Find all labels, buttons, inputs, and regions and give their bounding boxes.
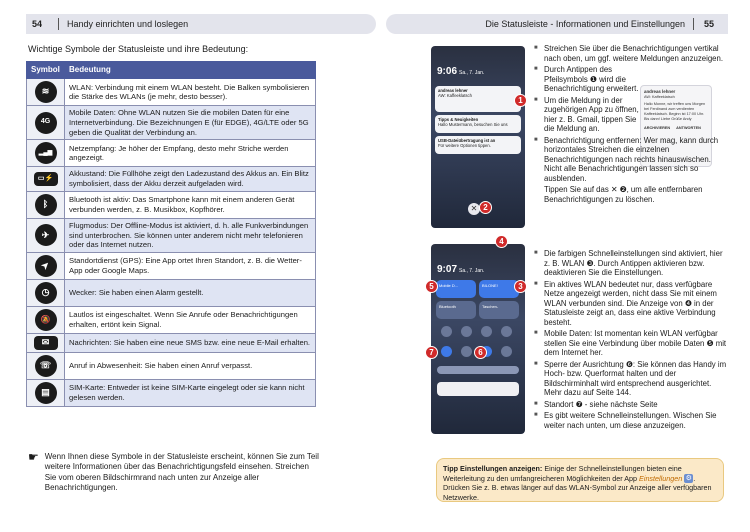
mobile-data-icon: 4G [35, 112, 57, 134]
notification-card[interactable] [435, 136, 521, 154]
list-item: ■ Um die Meldung in der zugehörigen App zu öffnen, hier z. B. Gmail, tippen Sie die Meldung an. [534, 95, 639, 133]
settings-app-link[interactable]: Einstellungen [639, 473, 683, 483]
pointing-hand-icon: ☛ [28, 450, 39, 464]
mute-icon: 🔕 [35, 309, 57, 331]
brightness-slider[interactable] [437, 366, 519, 374]
col-header-meaning: Bedeutung [65, 62, 316, 79]
row-text: Wecker: Sie haben einen Alarm gestellt. [65, 279, 316, 306]
marker-5: 5 [425, 280, 438, 293]
note-text: Wenn Ihnen diese Symbole in der Statusleiste erscheint, können Sie zum Teil weitere Informationen über das Benachrichtigungsfeld einsehen. Streichen Sie vom oberen Bildschirmrand nach unten zur Anzeige aller Benachrichtigungen. [44, 452, 319, 493]
row-text: WLAN: Verbindung mit einem WLAN besteht. Die Balken symbolisieren die Stärke des WLANs (je mehr, desto besser). [65, 79, 316, 106]
tip-box [436, 458, 724, 502]
notification-card[interactable] [435, 115, 521, 133]
table-row [27, 106, 316, 140]
table-row [27, 379, 316, 406]
chapter-title-right: Die Statusleiste - Informationen und Einstellungen [485, 19, 685, 29]
quick-toggle[interactable] [461, 346, 472, 357]
section-title: Wichtige Symbole der Statusleiste und ihre Bedeutung: [28, 44, 249, 54]
header-divider [693, 18, 694, 30]
phone-screenshot-quick-settings [431, 244, 525, 434]
tile-mobile-data[interactable]: Mobile D... [436, 280, 476, 298]
list-item: ■ Durch Antippen des Pfeilsymbols ❶ wird die Benachrichtigung erweitert. [534, 65, 639, 93]
row-text: Mobile Daten: Ohne WLAN nutzen Sie die mobilen Daten für eine Internetverbindung. Die Bezeichnungen E (für EDGE), 4G/LTE oder 5G geben die Qualität der Verbindung an. [65, 106, 316, 140]
table-row [27, 252, 316, 279]
list-item: ■ Es gibt weitere Schnelleinstellungen. Wischen Sie weiter nach unten, um diese anzuzeigen. [534, 411, 717, 430]
signal-bars-icon: ▂▄▆ [35, 142, 57, 164]
quick-toggle[interactable] [441, 326, 452, 337]
quick-toggle[interactable] [501, 326, 512, 337]
table-row [27, 279, 316, 306]
airplane-icon: ✈ [35, 224, 57, 246]
list-item: ■ Standort ❼ - siehe nächste Seite [534, 399, 658, 409]
tile-flashlight[interactable]: Taschen- [479, 301, 519, 319]
sim-card-icon: ▤ [35, 382, 57, 404]
row-text: SIM-Karte: Entweder ist keine SIM-Karte eingelegt oder sie kann nicht gelesen werden. [65, 379, 316, 406]
quick-toggle[interactable] [481, 326, 492, 337]
alarm-clock-icon: ◷ [35, 282, 57, 304]
notification-subtitle: Hallo Mustermann, besuchen Sie uns [438, 122, 508, 128]
list-item: ■ Benachrichtigung entfernen: Wer mag, kann durch horizontales Streichen die einzelnen Benachrichtigungen nach rechts hinauswischen. Nicht alle Benachrichtigungen lassen sich so ausblenden. [534, 135, 719, 183]
battery-icon: ▭⚡ [34, 172, 58, 186]
row-text: Anruf in Abwesenheit: Sie haben einen Anruf verpasst. [65, 352, 316, 379]
mail-sender: andreas lehner [644, 89, 676, 94]
header-right [386, 14, 728, 34]
close-all-icon[interactable]: ✕ [468, 203, 480, 215]
list-item: ■ Ein aktives WLAN bedeutet nur, dass verfügbare Netze angezeigt werden, nicht dass Sie mit einem WLAN verbunden sind. Die Anzeige von ❹ in der Statusleiste zeigt an, dass eine aktive Verbindung besteht. [534, 279, 717, 327]
notification-preview[interactable] [437, 382, 519, 396]
page-number-right: 55 [703, 19, 714, 29]
table-row [27, 333, 316, 352]
phone-screenshot-notifications [431, 46, 525, 228]
mail-subject: AW: Kaffeeklatsch [644, 94, 675, 99]
tile-wifi[interactable]: BILONE! [479, 280, 519, 298]
hint-note [28, 452, 320, 494]
table-row [27, 79, 316, 106]
page-number-left: 54 [32, 19, 43, 29]
notification-subtitle: AW: Kaffeeklatsch [438, 93, 472, 99]
header-divider [58, 18, 59, 30]
marker-4: 4 [495, 235, 508, 248]
marker-7: 7 [425, 346, 438, 359]
marker-1: 1 [514, 94, 527, 107]
bullet-list-notifications [534, 44, 728, 206]
symbol-table [26, 61, 316, 407]
table-row [27, 352, 316, 379]
row-text: Lautlos ist eingeschaltet. Wenn Sie Anrufe oder Benachrichtigungen erhalten, ertönt kein Signal. [65, 306, 316, 333]
col-header-symbol: Symbol [27, 62, 65, 79]
location-toggle[interactable] [441, 346, 452, 357]
notification-title: andreas lehner [438, 88, 468, 93]
settings-gear-icon: ⚙ [685, 475, 692, 483]
missed-call-icon: ☏ [35, 355, 57, 377]
notification-title: Tipps & Neuigkeiten [438, 117, 479, 122]
bluetooth-icon: ᛒ [35, 194, 57, 216]
notification-card[interactable] [435, 86, 521, 112]
notification-subtitle: Für weitere Optionen tippen. [438, 143, 491, 149]
notification-title: USB-Dateiübertragung ist an [438, 138, 496, 143]
reply-button[interactable]: ANTWORTEN [676, 125, 701, 130]
archive-button[interactable]: ARCHIVIEREN [644, 125, 671, 130]
message-icon: ✉ [34, 336, 58, 350]
location-icon: ➤ [30, 250, 61, 281]
row-text: Flugmodus: Der Offline-Modus ist aktiviert, d. h. alle Funkverbindungen sind unterbrochen. Sie können unter anderem nicht mehr telefonieren oder das Internet nutzen. [65, 218, 316, 252]
bullet-list-quick-settings [534, 249, 728, 432]
tip-label: Tipp Einstellungen anzeigen: [443, 464, 543, 473]
tip-text-a: Einige der Schnelleinstellungen bieten eine Weiterleitung zu den umfangreicheren Möglichkeiten der App [443, 464, 682, 483]
phone-date: Sa., 7. Jan. [459, 268, 485, 274]
list-item: ■ Sperre der Ausrichtung ❻: Sie können das Handy im Hoch- bzw. Querformat halten und der Bildschirminhalt wird entsprechend ausgerichtet. Mehr dazu auf Seite 144. [534, 359, 727, 397]
tile-bluetooth[interactable]: Bluetooth [436, 301, 476, 319]
marker-3: 3 [514, 280, 527, 293]
phone-date: Sa., 7. Jan. [459, 70, 485, 76]
marker-2: 2 [479, 201, 492, 214]
quick-toggle[interactable] [461, 326, 472, 337]
header-left [26, 14, 376, 34]
row-text: Standortdienst (GPS): Eine App ortet Ihren Standort, z. B. die Wetter-App oder Google Maps. [65, 252, 316, 279]
chapter-title-left: Handy einrichten und loslegen [67, 19, 189, 29]
list-item: ■ Streichen Sie über die Benachrichtigungen vertikal nach oben, um ggf. weitere Meldungen anzuzeigen. [534, 44, 724, 63]
row-text: Akkustand: Die Füllhöhe zeigt den Ladezustand des Akkus an. Ein Blitz symbolisiert, dass der Akku derzeit aufgeladen wird. [65, 167, 316, 191]
table-row [27, 218, 316, 252]
wifi-icon: ≋ [35, 81, 57, 103]
marker-6: 6 [474, 346, 487, 359]
table-row [27, 306, 316, 333]
phone-time: 9:07 [437, 264, 458, 275]
list-item: Tippen Sie auf das ✕ ❷, um alle entfernbaren Benachrichtigungen zu löschen. [544, 185, 703, 204]
row-text: Bluetooth ist aktiv: Das Smartphone kann mit einem anderen Gerät verbunden werden, z. B. Musikbox, Kopfhörer. [65, 191, 316, 218]
table-row [27, 191, 316, 218]
quick-toggle[interactable] [501, 346, 512, 357]
tip-text-b: . Drücken Sie z. B. etwas länger auf das WLAN-Symbol zur Anzeige aller verfügbaren Netzwerke. [443, 473, 712, 503]
list-item: ■ Die farbigen Schnelleinstellungen sind aktiviert, hier z. B. WLAN ❸. Durch Antippen aktivieren bzw. deaktivieren Sie die Einstellungen. [534, 249, 723, 277]
mail-body: Hallo Monne, wir treffen uns Morgen bei Ferdinand zum verdienten Kaffeeklatsch. Beginn ist 17:00 Uhr. Bis dann! Liebe Grüße Andy [644, 102, 706, 122]
list-item: ■ Mobile Daten: Ist momentan kein WLAN verfügbar stellen Sie eine Verbindung über mobile Daten ❺ mit dem Internet her. [534, 329, 727, 357]
table-row [27, 167, 316, 191]
row-text: Nachrichten: Sie haben eine neue SMS bzw. eine neue E-Mail erhalten. [65, 333, 316, 352]
phone-time: 9:06 [437, 66, 458, 77]
table-row [27, 140, 316, 167]
row-text: Netzempfang: Je höher der Empfang, desto mehr Striche werden angezeigt. [65, 140, 316, 167]
